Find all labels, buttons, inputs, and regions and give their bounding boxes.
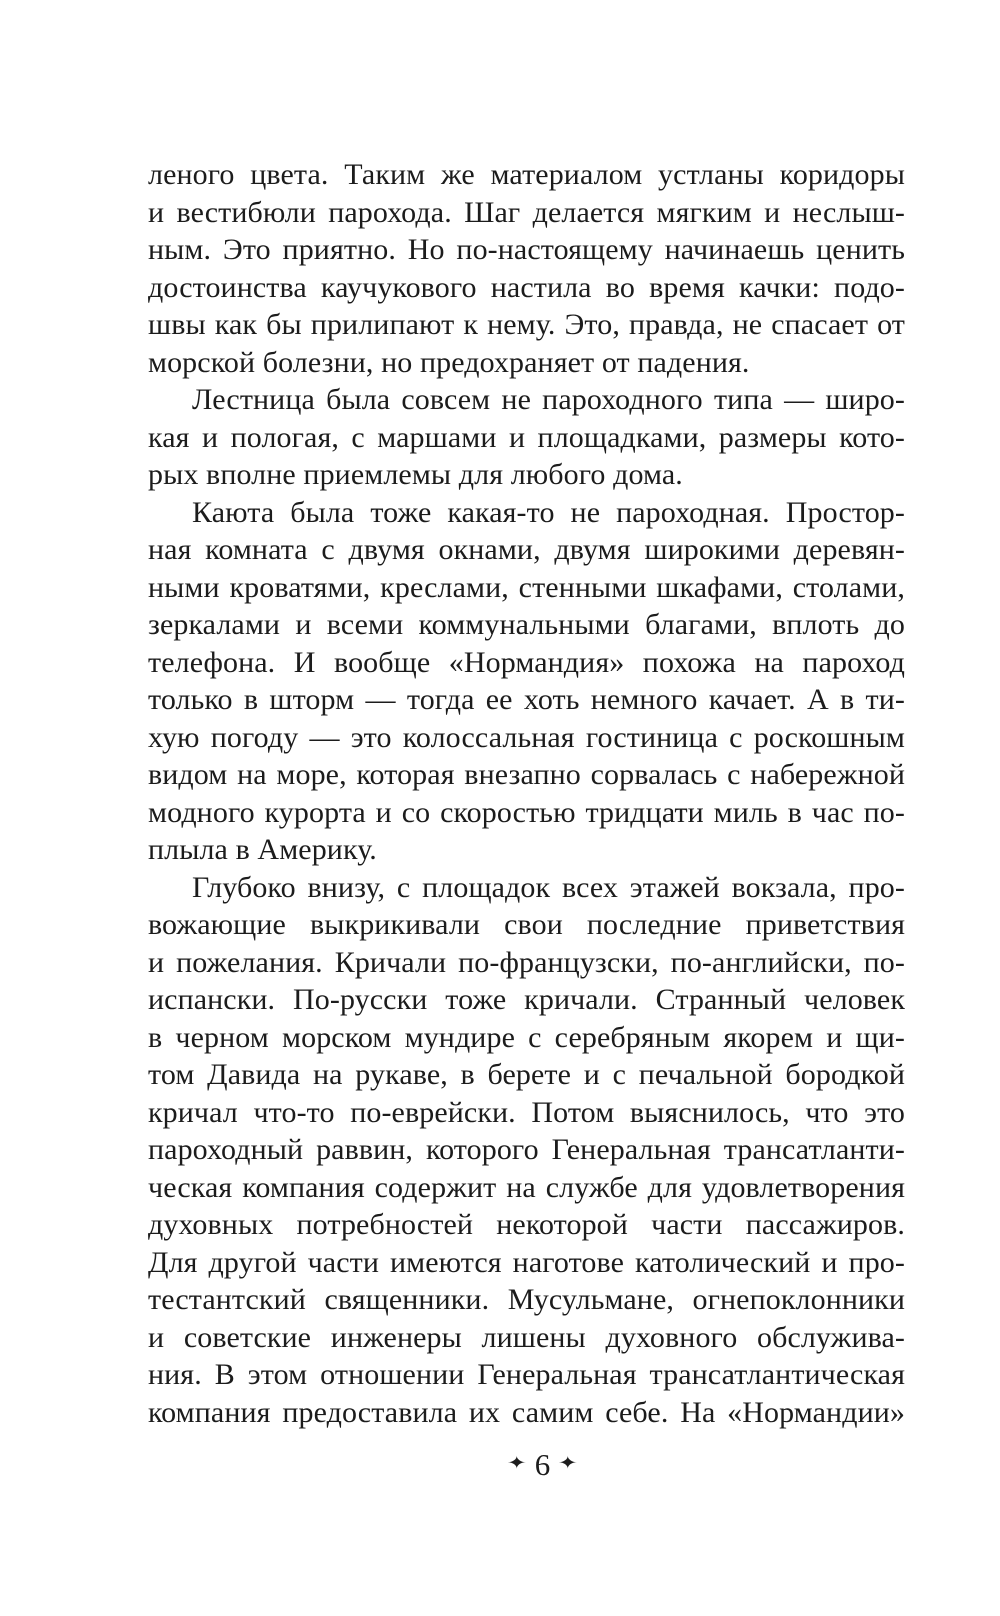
text-line: модного курорта и со скоростью тридцати миль в час по- xyxy=(148,795,905,829)
text-line: и пожелания. Кричали по-французски, по-английски, по- xyxy=(148,945,905,979)
text-line: том Давида на рукаве, в берете и с печальной бородкой xyxy=(148,1058,905,1091)
text-line: и советские инженеры лишены духовного обслужива- xyxy=(148,1320,905,1354)
text-line: телефона. И вообще «Нормандия» похожа на пароход xyxy=(148,645,905,679)
text-line: ными кроватями, креслами, стенными шкафами, столами, xyxy=(148,570,905,604)
text-line: только в шторм — тогда ее хоть немного качает. А в ти- xyxy=(148,683,905,716)
text-line: и вестибюли парохода. Шаг делается мягким и неслыш- xyxy=(148,195,905,229)
text-line: ческая компания содержит на службе для удовлетворения xyxy=(148,1170,905,1204)
page-text xyxy=(148,156,905,1431)
text-line: в черном морском мундире с серебряным якорем и щи- xyxy=(148,1020,905,1054)
text-line: видом на море, которая внезапно сорвалась с набережной xyxy=(148,758,905,791)
text-line: ния. В этом отношении Генеральная трансатлантическая xyxy=(148,1358,905,1391)
text-line: Для другой части имеются наготове католический и про- xyxy=(148,1245,905,1279)
text-line: пароходный раввин, которого Генеральная трансатланти- xyxy=(148,1133,905,1166)
diamond-ornament-icon: ✦ xyxy=(506,1453,528,1474)
diamond-ornament-icon: ✦ xyxy=(557,1453,579,1474)
text-line: Глубоко внизу, с площадок всех этажей вокзала, про- xyxy=(192,870,905,904)
text-line: хую погоду — это колоссальная гостиница с роскошным xyxy=(148,720,905,754)
text-line: Каюта была тоже какая-то не пароходная. Простор- xyxy=(192,495,905,529)
text-line: духовных потребностей некоторой части пассажиров. xyxy=(148,1208,905,1241)
text-line: рых вполне приемлемы для любого дома. xyxy=(148,458,683,491)
text-line: кричал что-то по-еврейски. Потом выяснилось, что это xyxy=(148,1095,905,1129)
text-line: зеркалами и всеми коммунальными благами, вплоть до xyxy=(148,608,905,641)
page-number: 6 xyxy=(534,1447,551,1483)
text-line: компания предоставила их самим себе. На «Нормандии» xyxy=(148,1395,905,1429)
text-line: тестантский священники. Мусульмане, огнепоклонники xyxy=(148,1283,905,1316)
text-line: достоинства каучукового настила во время качки: подо- xyxy=(148,270,905,304)
text-line: испански. По-русски тоже кричали. Странный человек xyxy=(148,983,905,1016)
text-line: леного цвета. Таким же материалом устланы коридоры xyxy=(148,158,905,191)
text-line: морской болезни, но предохраняет от падения. xyxy=(148,345,750,379)
text-line: ная комната с двумя окнами, двумя широкими деревян- xyxy=(148,533,905,566)
text-line: ным. Это приятно. Но по-настоящему начинаешь ценить xyxy=(148,233,905,266)
text-line: плыла в Америку. xyxy=(148,833,377,866)
page-footer xyxy=(164,1447,921,1483)
text-line: вожающие выкрикивали свои последние приветствия xyxy=(148,908,905,941)
text-line: швы как бы прилипают к нему. Это, правда, не спасает от xyxy=(148,308,905,341)
text-line: кая и пологая, с маршами и площадками, размеры кото- xyxy=(148,420,905,454)
text-line: Лестница была совсем не пароходного типа — широ- xyxy=(192,383,905,416)
